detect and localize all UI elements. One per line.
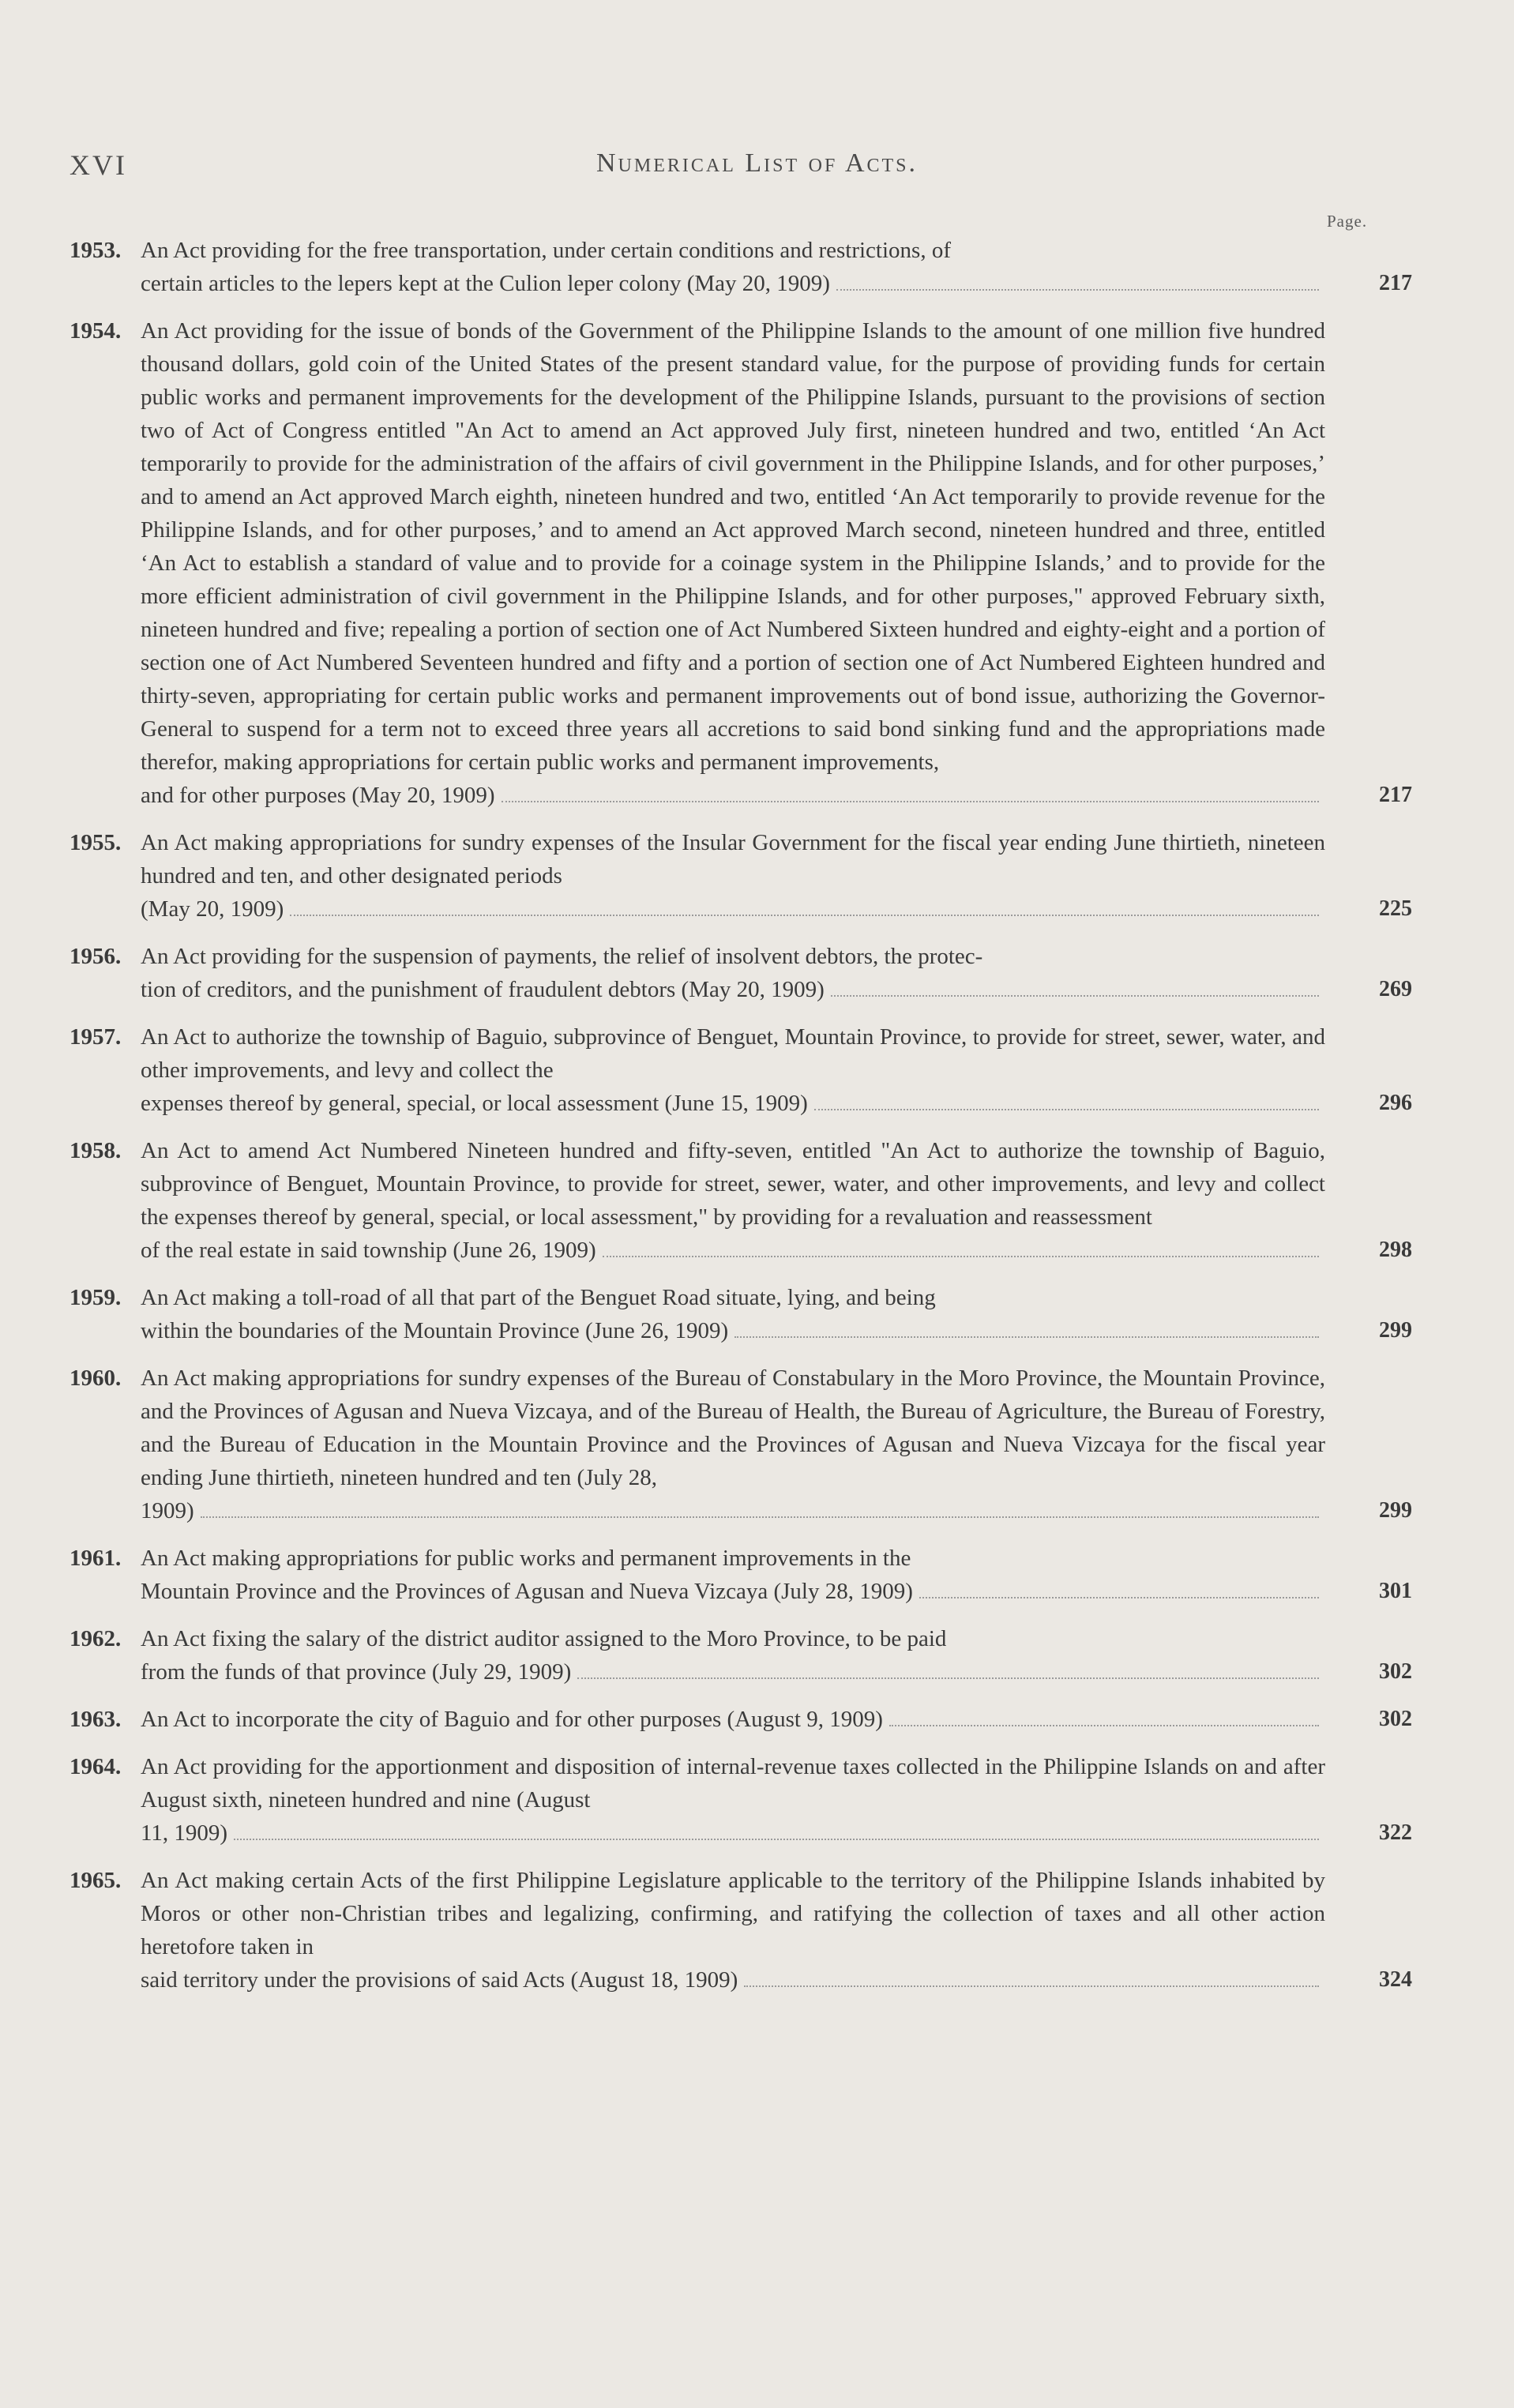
- act-number: 1955.: [70, 830, 122, 855]
- act-description-end: Mountain Province and the Provinces of Agusan and Nueva Vizcaya (July 28, 1909): [141, 1579, 913, 1604]
- act-entry: [70, 1281, 1412, 1347]
- act-description: An Act to authorize the township of Baguio, subprovince of Benguet, Mountain Province, to provide for street, sewer, water, and other improvements, and levy and collect the: [141, 1024, 1325, 1083]
- act-description: An Act providing for the suspension of payments, the relief of insolvent debtors, the protec-: [141, 944, 983, 969]
- act-entry: [70, 940, 1412, 1006]
- act-description: An Act making appropriations for sundry expenses of the Bureau of Constabulary in the Moro Province, the Mountain Province, and the Provinces of Agusan and Nueva Vizcaya, and of the Bureau of Health, the Bureau of Agriculture, the Bureau of Forestry, and the Bureau of Education in the Mountain Province and the Provinces of Agusan and Nueva Vizcaya for the fiscal year ending June thirtieth, nineteen hundred and ten (July 28,: [141, 1366, 1325, 1490]
- act-description-end: within the boundaries of the Mountain Province (June 26, 1909): [141, 1318, 729, 1343]
- act-number: 1962.: [70, 1626, 122, 1651]
- act-description-end: certain articles to the lepers kept at the Culion leper colony (May 20, 1909): [141, 271, 830, 296]
- act-entry: [70, 1622, 1412, 1689]
- act-page: 299: [1379, 1498, 1412, 1523]
- act-number: 1954.: [70, 318, 122, 344]
- act-entry: [70, 1750, 1412, 1850]
- act-number: 1963.: [70, 1707, 122, 1732]
- act-page: 302: [1379, 1707, 1412, 1731]
- act-page: 299: [1379, 1318, 1412, 1343]
- act-description-end: tion of creditors, and the punishment of fraudulent debtors (May 20, 1909): [141, 977, 825, 1002]
- act-entry: [70, 314, 1412, 812]
- act-entry: [70, 1864, 1412, 1997]
- act-description: An Act making appropriations for sundry expenses of the Insular Government for the fiscal year ending June thirtieth, nineteen hundred and ten, and other designated periods: [141, 830, 1325, 888]
- acts-list: [70, 234, 1412, 2011]
- act-page: 217: [1379, 783, 1412, 807]
- act-number: 1965.: [70, 1868, 122, 1893]
- act-description: An Act providing for the free transportation, under certain conditions and restrictions, of: [141, 238, 951, 263]
- leader-dots: [744, 1985, 1319, 1987]
- act-description: An Act making a toll-road of all that part of the Benguet Road situate, lying, and being: [141, 1285, 936, 1310]
- act-description-end: An Act to incorporate the city of Baguio and for other purposes (August 9, 1909): [141, 1707, 883, 1732]
- act-entry: [70, 1362, 1412, 1527]
- leader-dots: [290, 915, 1319, 916]
- act-description: An Act providing for the apportionment and disposition of internal-revenue taxes collected in the Philippine Islands on and after August sixth, nineteen hundred and nine (August: [141, 1754, 1325, 1813]
- act-number: 1960.: [70, 1366, 122, 1391]
- act-page: 217: [1379, 271, 1412, 295]
- act-description: An Act providing for the issue of bonds of the Government of the Philippine Islands to the amount of one million five hundred thousand dollars, gold coin of the United States of the present standard value, for the purpose of providing funds for certain public works and permanent improvements for the development of the Philippine Islands, pursuant to the provisions of section two of Act of Congress entitled "An Act to amend an Act approved July first, nineteen hundred and two, entitled ‘An Act temporarily to provide for the administration of the affairs of civil government in the Philippine Islands, and for other purposes,’ and to amend an Act approved March eighth, nineteen hundred and two, entitled ‘An Act temporarily to provide revenue for the Philippine Islands, and for other purposes,’ and to amend an Act approved March second, nineteen hundred and three, entitled ‘An Act to establish a standard of value and to provide for a coinage system in the Philippine Islands,’ and to provide for the more efficient administration of civil government in the Philippine Islands, and for other purposes," approved February sixth, nineteen hundred and five; repealing a portion of section one of Act Numbered Sixteen hundred and eighty-eight and a portion of section one of Act Numbered Seventeen hundred and fifty and a portion of section one of Act Numbered Eighteen hundred and thirty-seven, appropriating for certain public works and permanent improvements out of bond issue, authorizing the Governor-General to suspend for a term not to exceed three years all accretions to said bond sinking fund and the appropriations made therefor, making appropriations for certain public works and permanent improvements,: [141, 318, 1325, 775]
- leader-dots: [831, 995, 1319, 997]
- page-title: Numerical List of Acts.: [595, 148, 919, 178]
- leader-dots: [201, 1516, 1319, 1518]
- leader-dots: [814, 1109, 1319, 1110]
- act-number: 1964.: [70, 1754, 122, 1779]
- act-page: 225: [1379, 896, 1412, 921]
- act-entry: [70, 1134, 1412, 1267]
- page-number: XVI: [70, 149, 127, 181]
- leader-dots: [603, 1256, 1319, 1257]
- leader-dots: [234, 1839, 1319, 1840]
- act-description: An Act making appropriations for public works and permanent improvements in the: [141, 1546, 911, 1571]
- act-description-end: of the real estate in said township (June 26, 1909): [141, 1238, 596, 1263]
- act-page: 298: [1379, 1238, 1412, 1262]
- leader-dots: [919, 1597, 1319, 1598]
- page-column-label: Page.: [1327, 212, 1368, 231]
- act-description-end: expenses thereof by general, special, or local assessment (June 15, 1909): [141, 1091, 808, 1116]
- act-entry: [70, 826, 1412, 926]
- act-description-end: 11, 1909): [141, 1820, 228, 1846]
- act-description-end: 1909): [141, 1498, 194, 1523]
- leader-dots: [836, 289, 1319, 291]
- act-entry: [70, 1020, 1412, 1120]
- act-entry: [70, 234, 1412, 300]
- act-description: An Act to amend Act Numbered Nineteen hundred and fifty-seven, entitled "An Act to authorize the township of Baguio, subprovince of Benguet, Mountain Province, to provide for street, sewer, water, and other improvements, and levy and collect the expenses thereof by general, special, or local assessment," by providing for a revaluation and reassessment: [141, 1138, 1325, 1230]
- act-description: An Act making certain Acts of the first Philippine Legislature applicable to the territory of the Philippine Islands inhabited by Moros or other non-Christian tribes and legalizing, confirming, and ratifying the collection of taxes and all other action heretofore taken in: [141, 1868, 1325, 1959]
- act-page: 302: [1379, 1659, 1412, 1684]
- act-page: 301: [1379, 1579, 1412, 1603]
- act-description-end: said territory under the provisions of said Acts (August 18, 1909): [141, 1967, 738, 1993]
- leader-dots: [502, 801, 1319, 802]
- act-number: 1953.: [70, 238, 122, 263]
- act-number: 1956.: [70, 944, 122, 969]
- act-description-end: (May 20, 1909): [141, 896, 284, 922]
- act-page: 269: [1379, 977, 1412, 1001]
- leader-dots: [577, 1677, 1319, 1679]
- act-description-end: from the funds of that province (July 29, 1909): [141, 1659, 572, 1685]
- act-page: 324: [1379, 1967, 1412, 1992]
- act-entry: [70, 1703, 1412, 1736]
- act-description-end: and for other purposes (May 20, 1909): [141, 783, 495, 808]
- act-entry: [70, 1542, 1412, 1608]
- leader-dots: [889, 1725, 1319, 1726]
- act-description: An Act fixing the salary of the district auditor assigned to the Moro Province, to be paid: [141, 1626, 947, 1651]
- leader-dots: [734, 1336, 1319, 1338]
- act-number: 1957.: [70, 1024, 122, 1050]
- act-number: 1961.: [70, 1546, 122, 1571]
- act-page: 296: [1379, 1091, 1412, 1115]
- act-number: 1959.: [70, 1285, 122, 1310]
- act-page: 322: [1379, 1820, 1412, 1845]
- act-number: 1958.: [70, 1138, 122, 1163]
